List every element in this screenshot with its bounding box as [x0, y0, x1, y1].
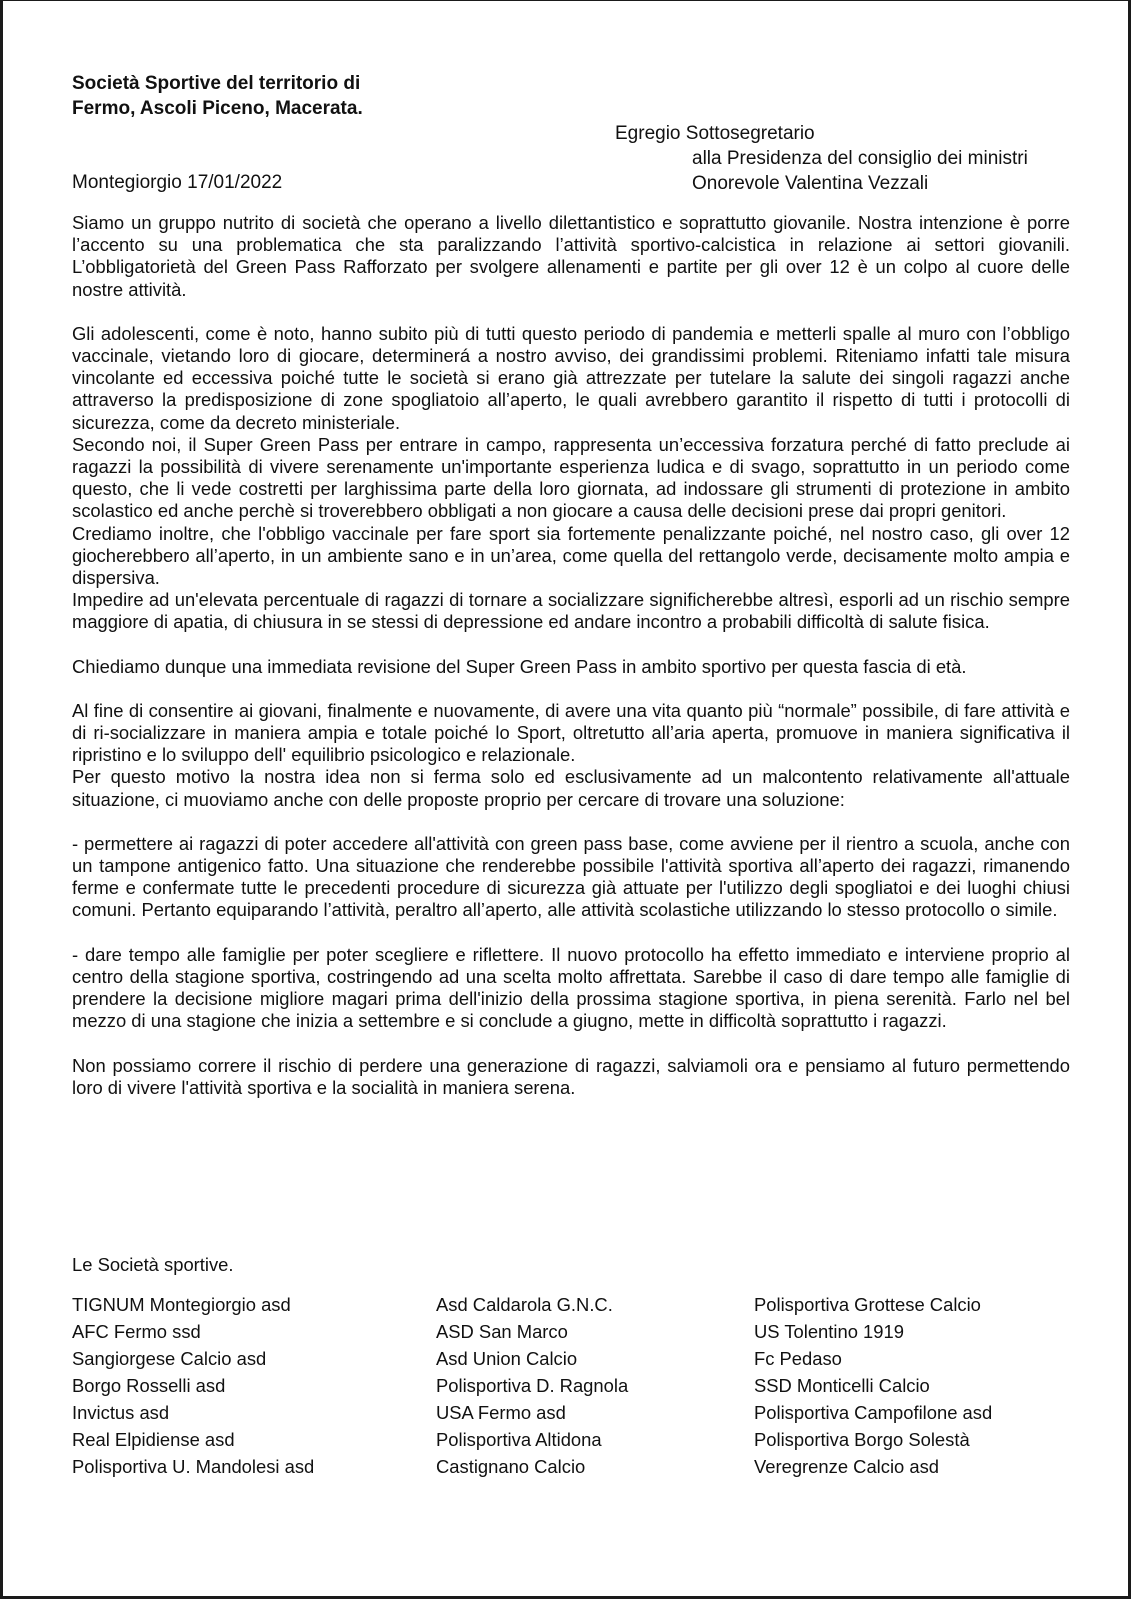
- club-name: Polisportiva D. Ragnola: [436, 1375, 629, 1396]
- club-name: Polisportiva Borgo Solestà: [754, 1429, 970, 1450]
- club-name: US Tolentino 1919: [754, 1321, 904, 1342]
- place-date: Montegiorgio 17/01/2022: [72, 172, 283, 193]
- club-name: SSD Monticelli Calcio: [754, 1375, 930, 1396]
- clubs-column-3: [754, 1291, 1072, 1480]
- club-name: Polisportiva Altidona: [436, 1429, 602, 1450]
- club-name: ASD San Marco: [436, 1321, 568, 1342]
- paragraph-super-green-pass: Secondo noi, il Super Green Pass per entrare in campo, rappresenta un’eccessiva forzatura perché di fatto preclude ai ragazzi la possibilità di vivere serenamente un'importante esperienza ludica e di svago, soprattutto in un periodo come questo, che li vede costretti per larghissima parte della loro giornata, ad indossare gli strumenti di protezione in ambito scolastico ed anche perchè si troverebbero obbligati a non giocare a causa delle decisioni prese dai propri genitori.: [72, 433, 1070, 522]
- club-name: Polisportiva Grottese Calcio: [754, 1294, 981, 1315]
- letter-body: [72, 212, 1070, 1099]
- recipient-line-3: Onorevole Valentina Vezzali: [692, 173, 929, 194]
- paragraph-conclusion: Non possiamo correre il rischio di perdere una generazione di ragazzi, salviamoli ora e pensiamo al futuro permettendo loro di vivere l'attività sportiva e la socialità in maniera serena.: [72, 1054, 1070, 1098]
- club-name: Polisportiva U. Mandolesi asd: [72, 1456, 315, 1477]
- club-name: Invictus asd: [72, 1402, 170, 1423]
- paragraph-adolescents: Gli adolescenti, come è noto, hanno subito più di tutti questo periodo di pandemia e metterli spalle al muro con l’obbligo vaccinale, vietando loro di giocare, determinerá a nostro avviso, dei grandissimi problemi. Riteniamo infatti tale misura vincolante ed eccessiva poiché tutte le società si erano già attrezzate per tutelare la salute dei singoli ragazzi anche attraverso la predisposizione di zone spogliatoio all’aperto, le quali avrebbero garantito il rispetto di tutti i protocolli di sicurezza, come da decreto ministeriale.: [72, 322, 1070, 433]
- paragraph-socialize: Impedire ad un'elevata percentuale di ragazzi di tornare a socializzare significherebbe altresì, esporli ad un rischio sempre maggiore di apatia, di chiusura in se stessi di depressione ed andare incontro a probabili difficoltà di salute fisica.: [72, 589, 1070, 633]
- clubs-list: [72, 1291, 1072, 1480]
- clubs-column-1: [72, 1291, 436, 1480]
- club-name: Sangiorgese Calcio asd: [72, 1348, 267, 1369]
- club-name: Veregrenze Calcio asd: [754, 1456, 940, 1477]
- club-name: Real Elpidiense asd: [72, 1429, 235, 1450]
- clubs-column-2: [436, 1291, 754, 1480]
- sender-block: [72, 71, 363, 121]
- closing: Le Società sportive.: [72, 1254, 234, 1275]
- recipient-block: [615, 121, 1028, 196]
- club-name: Asd Caldarola G.N.C.: [436, 1294, 613, 1315]
- paragraph-proposals-intro: Per questo motivo la nostra idea non si ferma solo ed esclusivamente ad un malcontento relativamente all'attuale situazione, ci muoviamo anche con delle proposte proprio per cercare di trovare una soluzione:: [72, 766, 1070, 810]
- club-name: Polisportiva Campofilone asd: [754, 1402, 993, 1423]
- club-name: Castignano Calcio: [436, 1456, 586, 1477]
- club-name: Asd Union Calcio: [436, 1348, 578, 1369]
- recipient-line-2: alla Presidenza del consiglio dei ministri: [692, 148, 1028, 169]
- recipient-line-1: Egregio Sottosegretario: [615, 123, 815, 144]
- proposal-1: - permettere ai ragazzi di poter accedere all'attività con green pass base, come avviene per il rientro a scuola, anche con un tampone antigenico fatto. Una situazione che renderebbe possibile l'attività sportiva all’aperto dei ragazzi, rimanendo ferme e confermate tutte le precedenti procedure di sicurezza già attuate per l'utilizzo degli spogliatoi e dei luoghi chiusi comuni. Pertanto equiparando l’attività, peraltro all’aperto, alle attività scolastiche utilizzando lo stesso protocollo o simile.: [72, 832, 1070, 921]
- sender-line-1: Società Sportive del territorio di: [72, 73, 361, 94]
- sender-line-2: Fermo, Ascoli Piceno, Macerata.: [72, 98, 363, 119]
- paragraph-request: Chiediamo dunque una immediata revisione del Super Green Pass in ambito sportivo per questa fascia di età.: [72, 655, 967, 677]
- club-name: TIGNUM Montegiorgio asd: [72, 1294, 291, 1315]
- paragraph-intro: Siamo un gruppo nutrito di società che operano a livello dilettantistico e soprattutto giovanile. Nostra intenzione è porre l’accento su una problematica che sta paralizzando l’attività sportivo-calcistica in relazione ai settori giovanili. L’obbligatorietà del Green Pass Rafforzato per svolgere allenamenti e partite per gli over 12 è un colpo al cuore delle nostre attività.: [72, 212, 1070, 300]
- club-name: AFC Fermo ssd: [72, 1321, 201, 1342]
- club-name: Fc Pedaso: [754, 1348, 842, 1369]
- paragraph-goal: Al fine di consentire ai giovani, finalmente e nuovamente, di avere una vita quanto più “normale” possibile, di fare attività e di ri-socializzare in maniera ampia e totale poiché lo Sport, oltretutto all’aria aperta, promuove in maniera significativa il ripristino e lo sviluppo dell' equilibrio psicologico e relazionale.: [72, 699, 1070, 766]
- paragraph-vaccine-obligation: Crediamo inoltre, che l'obbligo vaccinale per fare sport sia fortemente penalizzante poiché, nel nostro caso, gli over 12 giocherebbero all’aperto, in un ambiente sano e in un’area, come quella del rettangolo verde, decisamente molto ampia e dispersiva.: [72, 522, 1070, 589]
- club-name: Borgo Rosselli asd: [72, 1375, 226, 1396]
- club-name: USA Fermo asd: [436, 1402, 566, 1423]
- proposal-2: - dare tempo alle famiglie per poter scegliere e riflettere. Il nuovo protocollo ha effetto immediato e interviene proprio al centro della stagione sportiva, costringendo ad una scelta molto affrettata. Sarebbe il caso di dare tempo alle famiglie di prendere la decisione migliore magari prima dell'inizio della prossima stagione sportiva, in piena serenità. Farlo nel bel mezzo di una stagione che inizia a settembre e si conclude a giugno, mette in difficoltà soprattutto i ragazzi.: [72, 943, 1070, 1032]
